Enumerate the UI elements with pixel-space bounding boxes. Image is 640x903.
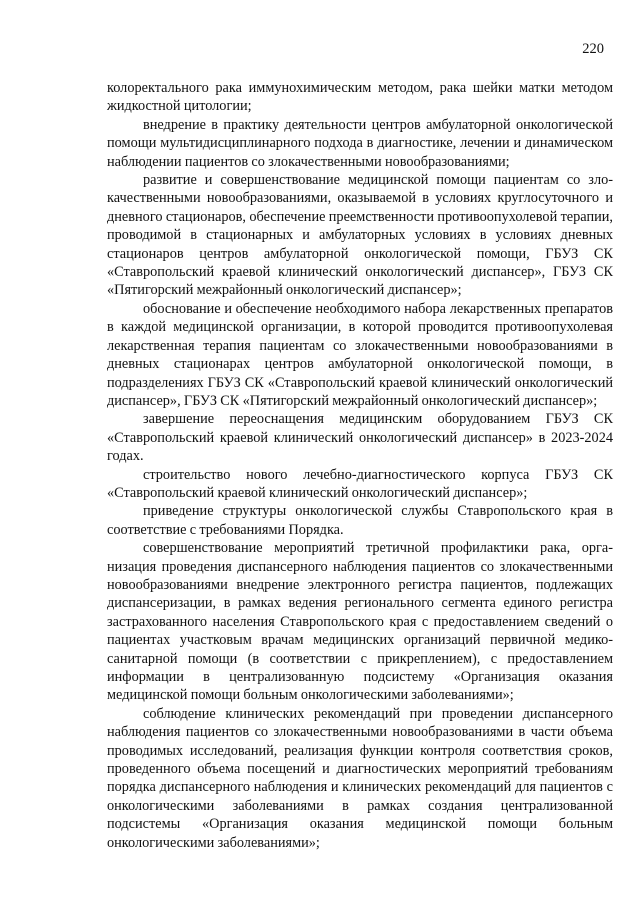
paragraph: соблюдение клинических рекомендаций при проведении диспансерного наблюдения пациентов со злокачественными новообразованиями в части объема проводимых исследований, реализация функции контроля соответствия сроков, проведенного объема посещений и диагностических мероприятий требованиям порядка диспансерного наблюдения и клинических рекомендаций для пациентов с онкологическими заболеваниями в рамках создания централизованной подсистемы «Организация оказания медицинской помощи больным онкологическими заболеваниями»; <box>107 705 613 851</box>
paragraph-continuation: колоректального рака иммунохимическим методом, рака шейки матки методом жидкостной цитологии; <box>107 80 613 115</box>
paragraph: приведение структуры онкологической службы Ставропольского края в соответствие с требованиями Порядка. <box>107 503 613 538</box>
paragraph: внедрение в практику деятельности центров амбулаторной онкологической помощи мультидисциплинарного подхода в диагностике, лечении и динамическом наблюдении пациентов со злокачественными новообразованиями; <box>107 116 613 170</box>
paragraph: строительство нового лечебно-диагностического корпуса ГБУЗ СК «Ставропольский краевой клинический онкологический диспансер»; <box>107 466 613 501</box>
document-body <box>107 79 613 852</box>
paragraph: завершение переоснащения медицинским оборудованием ГБУЗ СК «Ставропольский краевой клинический онкологический диспансер» в 2023-2024 годах. <box>107 411 613 465</box>
paragraph: развитие и совершенствование медицинской помощи пациентам со злокачественными новообразованиями, оказываемой в условиях круглосуточного и дневного стационаров, обеспечение преемственности противоопухолевой терапии, проводимой в стационарных и амбулаторных условиях в условиях дневных стационаров центров амбулаторной онкологической помощи, ГБУЗ СК «Ставропольский краевой клинический онкологический диспансер», ГБУЗ СК «Пятигорский межрайонный онкологический диспансер»; <box>107 172 613 299</box>
paragraph: обоснование и обеспечение необходимого набора лекарственных препаратов в каждой медицинской организации, в которой проводится противоопухолевая лекарственная терапия пациентам со злокачественными новообразованиями в дневных стационарах центров амбулаторной онкологической помощи, в подразделениях ГБУЗ СК «Ставропольский краевой клинический онкологический диспансер», ГБУЗ СК «Пятигорский межрайонный онкологический диспансер»; <box>107 300 613 409</box>
page-number: 220 <box>582 41 604 57</box>
paragraph: совершенствование мероприятий третичной профилактики рака, организация проведения диспансерного наблюдения пациентов со злокачественными новообразованиями внедрение электронного регистра пациентов, подлежащих диспансеризации, в рамках ведения регионального сегмента единого регистра застрахованного населения Ставропольского края с предоставлением сведений о пациентах участковым врачам медицинских организаций первичной медико-санитарной помощи (в соответствии с прикреплением), с предоставлением информации в централизованную подсистему «Организация оказания медицинской помощи больным онкологическими заболеваниями»; <box>107 540 613 704</box>
